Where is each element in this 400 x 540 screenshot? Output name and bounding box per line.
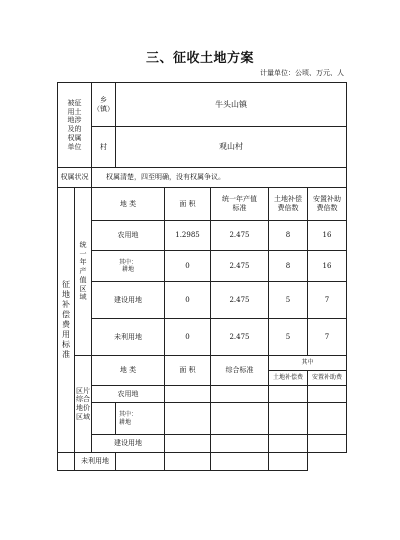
row-resettlement-fee [308, 403, 347, 435]
row-area [165, 435, 211, 453]
col-header-area: 面 积 [165, 188, 211, 221]
row-land-compensation [211, 453, 269, 471]
col-header-resettle-multiple: 安置补助 费倍数 [308, 188, 347, 221]
row-land-multiple: 5 [269, 282, 308, 319]
row-resettle-multiple: 16 [308, 251, 347, 282]
zone-subtype-spacer [92, 403, 116, 435]
page-title: 三、征收土地方案 [145, 51, 254, 66]
row-type: 未利用地 [92, 319, 165, 356]
row-land-compensation [269, 435, 308, 453]
village-value: 观山村 [116, 127, 347, 168]
measurement-unit: 计量单位：公顷、万元、人 [260, 69, 344, 77]
row-land-multiple: 8 [269, 251, 308, 282]
row-land-multiple: 5 [269, 319, 308, 356]
ownership-value: 权属清楚，四至明确，没有权属争议。 [92, 168, 347, 188]
compensation-standard-label: 征 地 补 偿 费 用 标 准 [58, 188, 75, 453]
col-header-land-compensation: 土地补偿费 [269, 371, 308, 386]
row-standard [211, 386, 269, 403]
row-standard: 2.475 [211, 221, 269, 251]
owner-header: 被征 用土 地涉 及的 权属 单位 [58, 83, 92, 168]
ownership-label: 权属状况 [58, 168, 92, 188]
row-area: 0 [165, 282, 211, 319]
row-area: 1.2985 [165, 221, 211, 251]
col-header-composite-standard: 综合标准 [211, 356, 269, 386]
row-type: 其中： 耕地 [116, 403, 165, 435]
row-resettlement-fee [269, 453, 308, 471]
row-resettle-multiple: 16 [308, 221, 347, 251]
col-header-annual-standard: 统一年产值 标准 [211, 188, 269, 221]
row-land-compensation [269, 403, 308, 435]
row-resettle-multiple: 7 [308, 282, 347, 319]
col-header-resettlement-fee: 安置补助费 [308, 371, 347, 386]
col-header-of-which: 其中 [269, 356, 347, 371]
row-type: 农用地 [92, 386, 165, 403]
row-type: 农用地 [92, 221, 165, 251]
col-header-land-multiple: 土地补偿 费倍数 [269, 188, 308, 221]
zone-label-spacer [58, 453, 75, 471]
row-type: 建设用地 [92, 435, 165, 453]
row-standard: 2.475 [211, 319, 269, 356]
land-acquisition-table [57, 82, 347, 471]
row-standard: 2.475 [211, 282, 269, 319]
row-area: 0 [165, 319, 211, 356]
township-label: 乡 （镇） [92, 83, 116, 127]
row-area [116, 453, 165, 471]
col-header-land-type: 地 类 [92, 188, 165, 221]
row-land-compensation [269, 386, 308, 403]
row-type: 其中： 耕地 [92, 251, 165, 282]
col-header-area: 面 积 [165, 356, 211, 386]
row-standard [211, 403, 269, 435]
annual-value-region-label: 统 一 年 产 值 区 域 [75, 188, 92, 356]
zone-price-region-label: 区片 综合 地价 区域 [75, 356, 92, 453]
row-area [165, 403, 211, 435]
row-standard [211, 435, 269, 453]
row-resettlement-fee [308, 435, 347, 453]
row-area [165, 386, 211, 403]
row-resettle-multiple: 7 [308, 319, 347, 356]
township-value: 牛头山镇 [116, 83, 347, 127]
row-land-multiple: 8 [269, 221, 308, 251]
row-standard: 2.475 [211, 251, 269, 282]
col-header-land-type: 地 类 [92, 356, 165, 386]
row-type: 未利用地 [75, 453, 116, 471]
row-resettlement-fee [308, 386, 347, 403]
row-type: 建设用地 [92, 282, 165, 319]
village-label: 村 [92, 127, 116, 168]
row-standard [165, 453, 211, 471]
row-area: 0 [165, 251, 211, 282]
